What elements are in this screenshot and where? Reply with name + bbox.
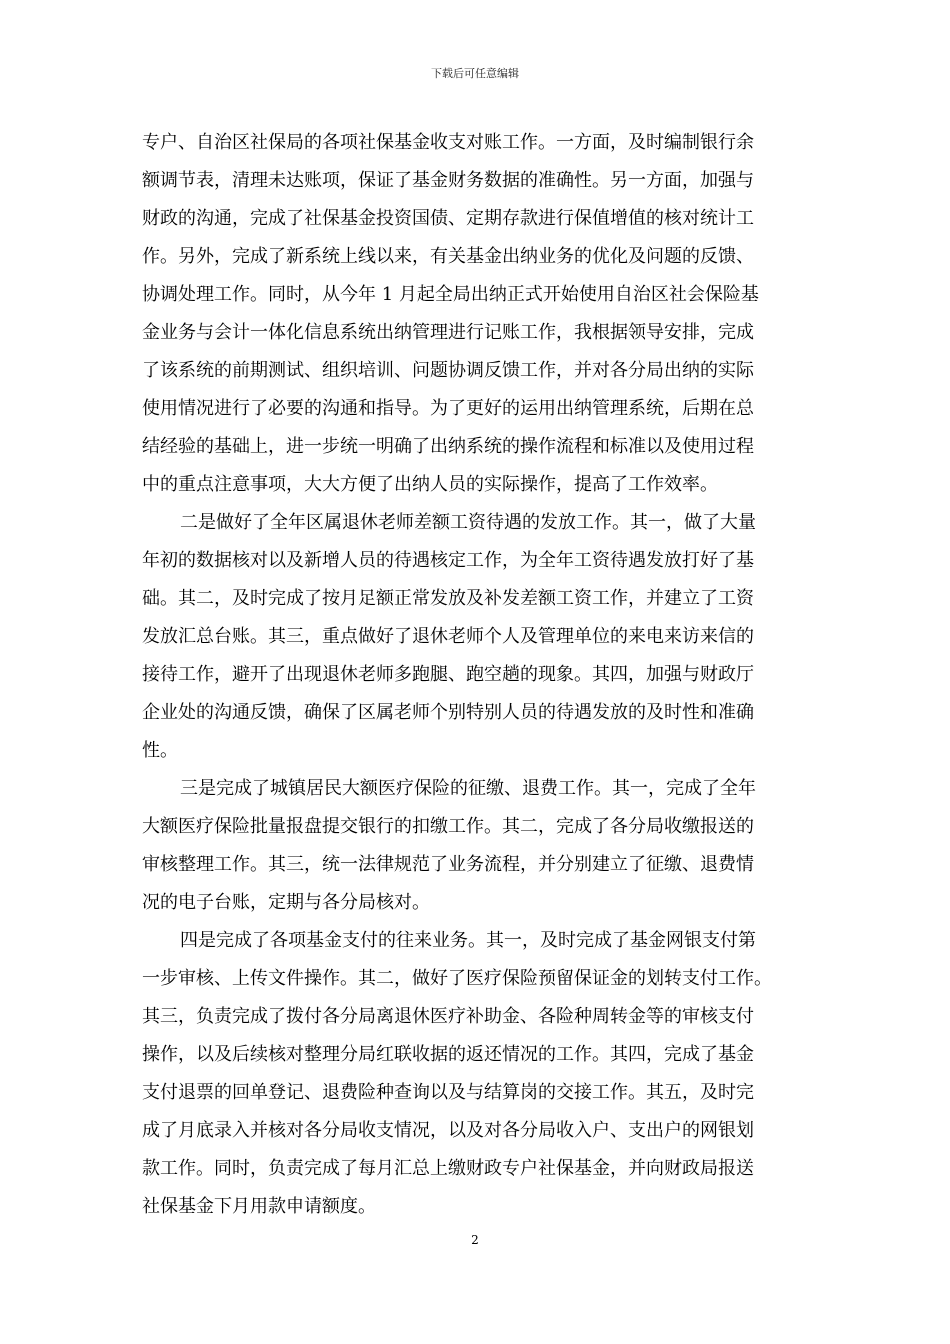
text-line: 大额医疗保险批量报盘提交银行的扣缴工作。其二，完成了各分局收缴报送的 — [142, 816, 754, 837]
text-line: 一步审核、上传文件操作。其二，做好了医疗保险预留保证金的划转支付工作。 — [142, 968, 772, 989]
text-line: 支付退票的回单登记、退费险种查询以及与结算岗的交接工作。其五，及时完 — [142, 1082, 754, 1103]
text-line: 成了月底录入并核对各分局收支情况，以及对各分局收入户、支出户的网银划 — [142, 1120, 754, 1141]
text-line: 发放汇总台账。其三，重点做好了退休老师个人及管理单位的来电来访来信的 — [142, 626, 754, 647]
text-line: 四是完成了各项基金支付的往来业务。其一，及时完成了基金网银支付第 — [180, 930, 756, 951]
text-line: 其三，负责完成了拨付各分局离退休医疗补助金、各险种周转金等的审核支付 — [142, 1006, 754, 1027]
text-line: 金业务与会计一体化信息系统出纳管理进行记账工作，我根据领导安排，完成 — [142, 322, 754, 343]
text-line: 二是做好了全年区属退休老师差额工资待遇的发放工作。其一，做了大量 — [180, 512, 756, 533]
text-line: 专户、自治区社保局的各项社保基金收支对账工作。一方面，及时编制银行余 — [142, 132, 754, 153]
text-line: 社保基金下月用款申请额度。 — [142, 1196, 376, 1217]
document-body — [142, 124, 810, 1226]
text-line: 企业处的沟通反馈，确保了区属老师个别特别人员的待遇发放的及时性和准确 — [142, 702, 754, 723]
paragraph-fund-reconciliation — [142, 124, 810, 504]
text-line: 额调节表，清理未达账项，保证了基金财务数据的准确性。另一方面，加强与 — [142, 170, 754, 191]
text-line: 三是完成了城镇居民大额医疗保险的征缴、退费工作。其一，完成了全年 — [180, 778, 756, 799]
paragraph-retired-teachers — [142, 504, 810, 770]
text-line: 年初的数据核对以及新增人员的待遇核定工作，为全年工资待遇发放打好了基 — [142, 550, 754, 571]
page-header-note: 下载后可任意编辑 — [431, 67, 519, 80]
text-line: 况的电子台账，定期与各分局核对。 — [142, 892, 430, 913]
text-line: 使用情况进行了必要的沟通和指导。为了更好的运用出纳管理系统，后期在总 — [142, 398, 754, 419]
text-line: 财政的沟通，完成了社保基金投资国债、定期存款进行保值增值的核对统计工 — [142, 208, 754, 229]
text-line: 性。 — [142, 740, 178, 761]
text-line: 作。另外，完成了新系统上线以来，有关基金出纳业务的优化及问题的反馈、 — [142, 246, 754, 267]
paragraph-medical-insurance — [142, 770, 810, 922]
text-line: 础。其二，及时完成了按月足额正常发放及补发差额工资工作，并建立了工资 — [142, 588, 754, 609]
paragraph-fund-payments — [142, 922, 810, 1226]
page-number: 2 — [471, 1233, 479, 1247]
text-line: 协调处理工作。同时，从今年 1 月起全局出纳正式开始使用自治区社会保险基 — [142, 284, 759, 305]
text-line: 结经验的基础上，进一步统一明确了出纳系统的操作流程和标准以及使用过程 — [142, 436, 754, 457]
text-line: 审核整理工作。其三，统一法律规范了业务流程，并分别建立了征缴、退费情 — [142, 854, 754, 875]
text-line: 操作，以及后续核对整理分局红联收据的返还情况的工作。其四，完成了基金 — [142, 1044, 754, 1065]
text-line: 中的重点注意事项，大大方便了出纳人员的实际操作，提高了工作效率。 — [142, 474, 718, 495]
text-line: 款工作。同时，负责完成了每月汇总上缴财政专户社保基金，并向财政局报送 — [142, 1158, 754, 1179]
text-line: 了该系统的前期测试、组织培训、问题协调反馈工作，并对各分局出纳的实际 — [142, 360, 754, 381]
text-line: 接待工作，避开了出现退休老师多跑腿、跑空趟的现象。其四，加强与财政厅 — [142, 664, 754, 685]
